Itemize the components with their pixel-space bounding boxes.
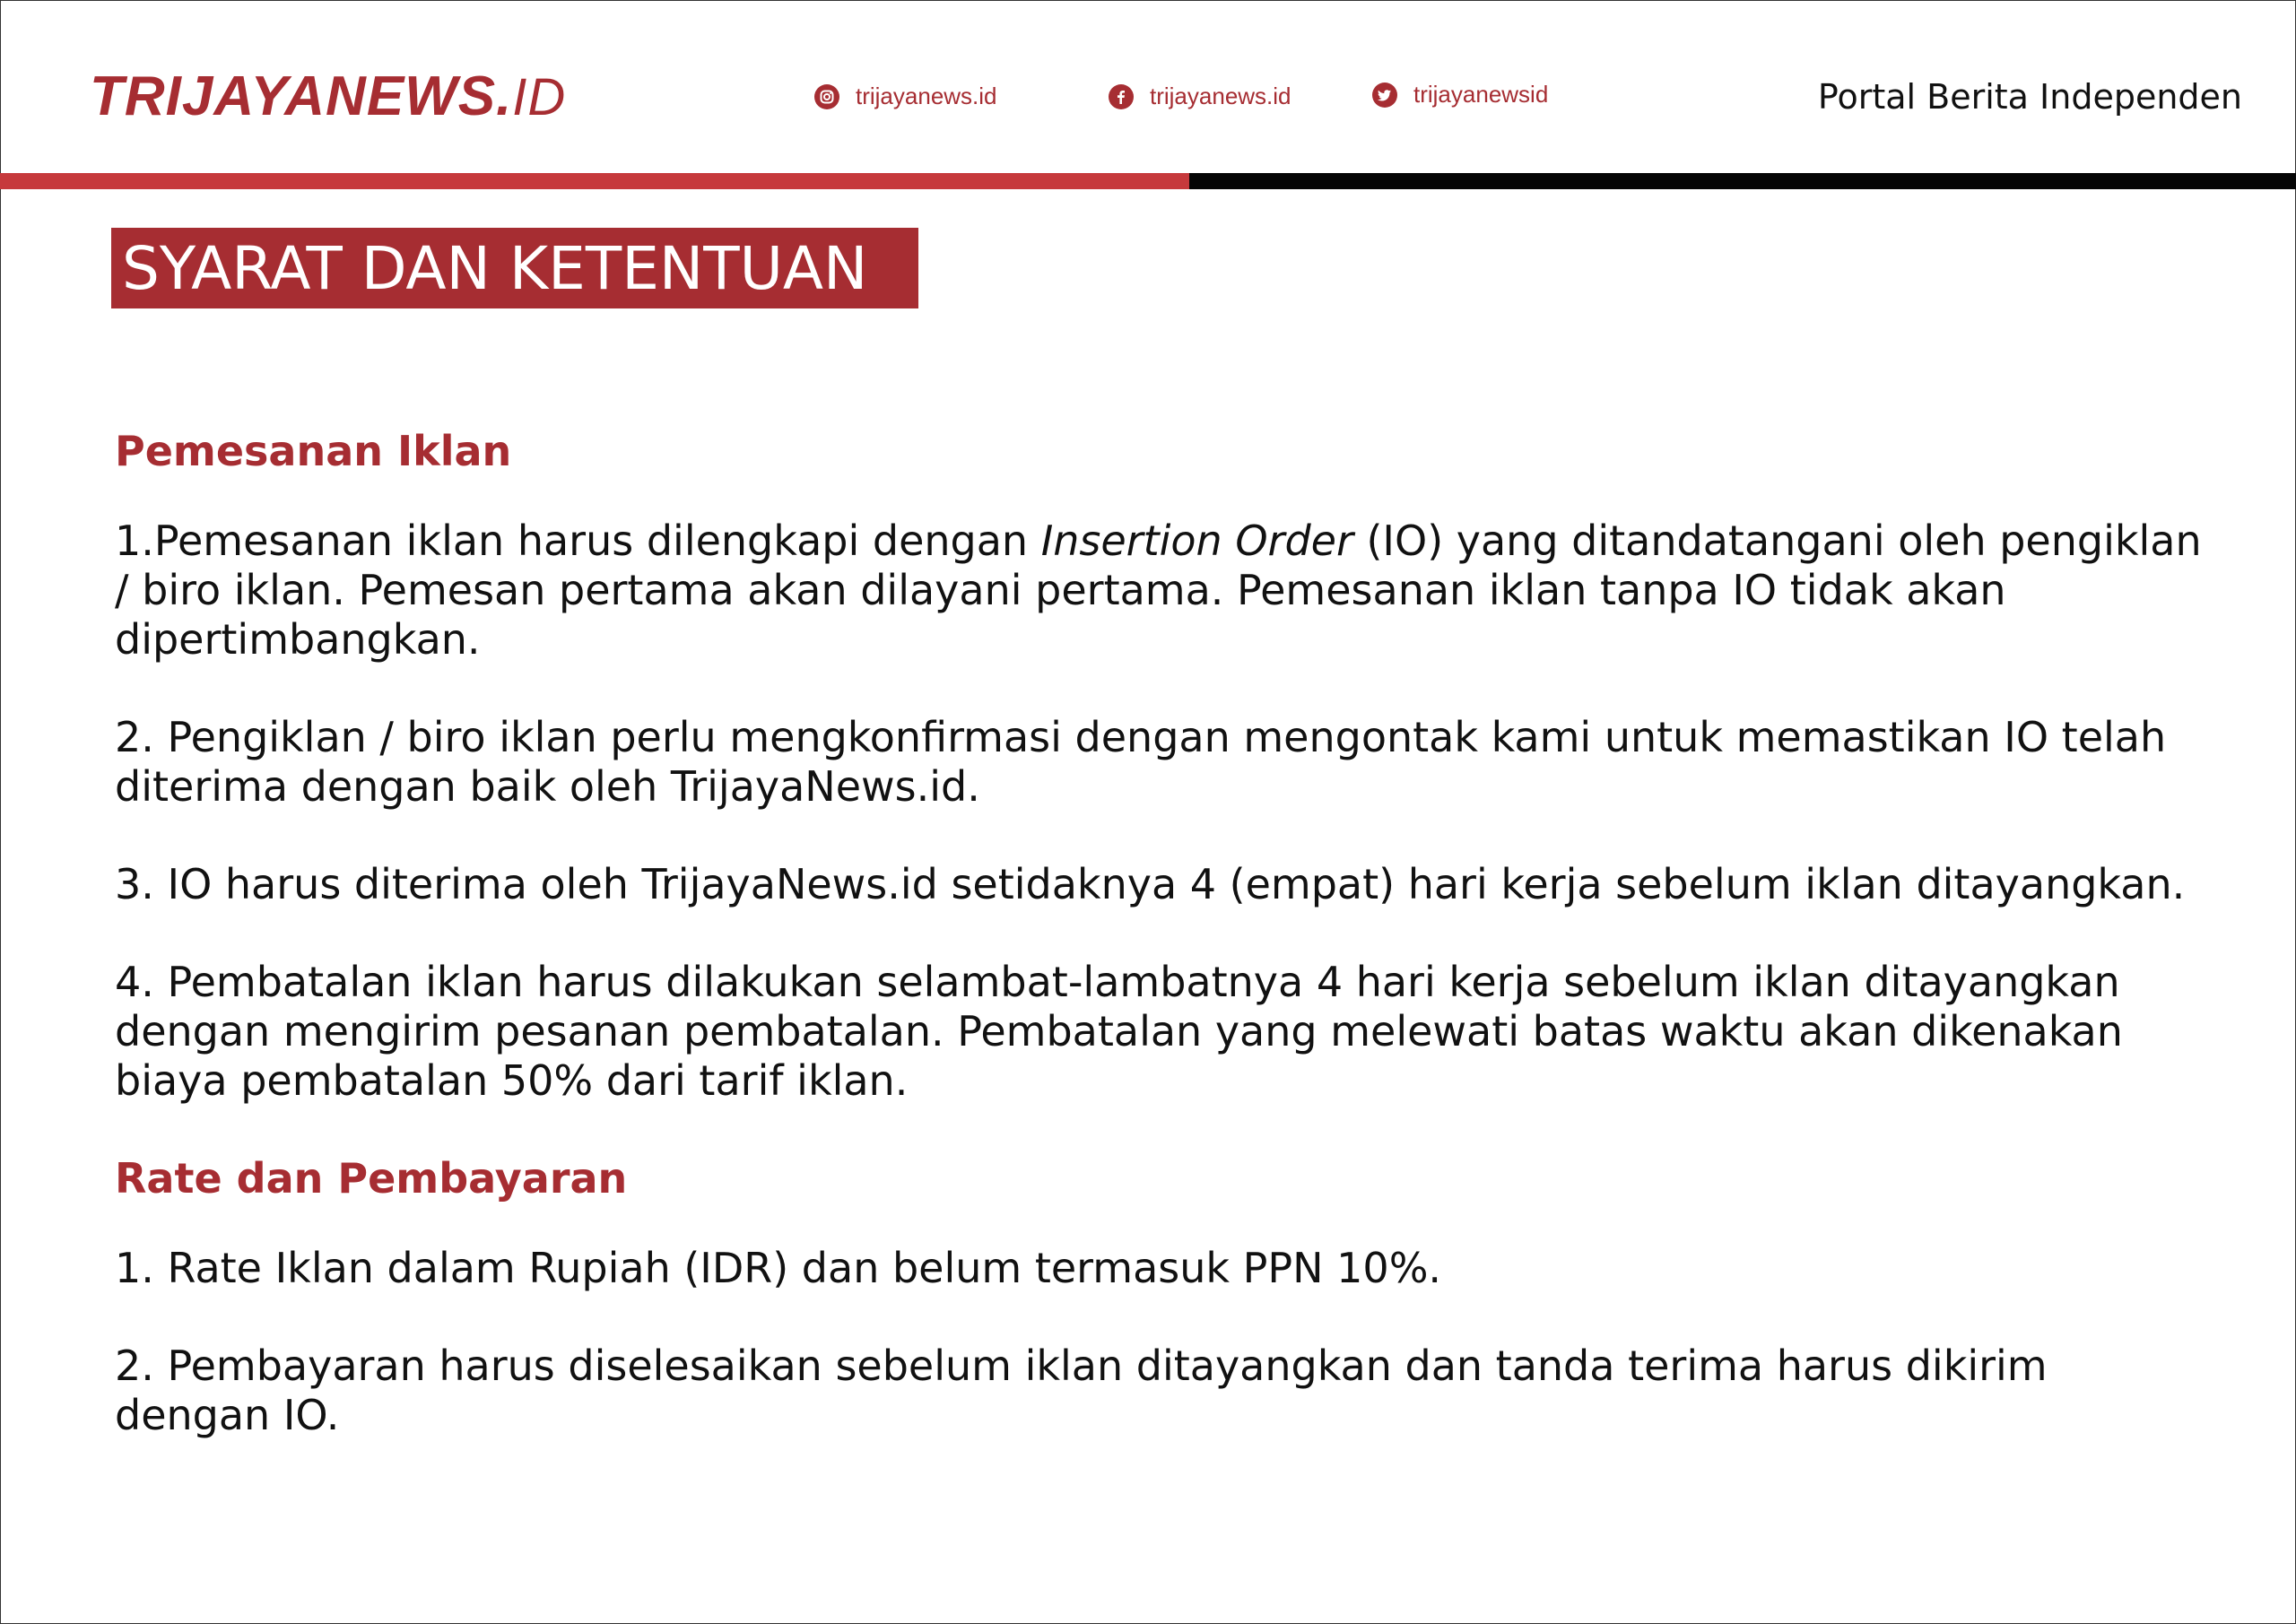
logo-text: TRIJAYANEWS. — [90, 65, 513, 127]
social-twitter[interactable] — [1372, 81, 1548, 109]
page-title-banner — [111, 228, 918, 308]
terms-content — [115, 420, 2205, 1440]
page-title: SYARAT DAN KETENTUAN — [122, 233, 868, 303]
section-heading-pemesanan-iklan: Pemesanan Iklan — [115, 427, 512, 475]
twitter-icon — [1372, 83, 1397, 108]
term-item — [115, 517, 2205, 664]
term-item: 4. Pembatalan iklan harus dilakukan selambat-lambatnya 4 hari kerja sebelum iklan ditayangkan dengan mengirim pesanan pembatalan. Pembatalan yang melewati batas waktu akan dikenakan biaya pembatalan 50% dari tarif iklan. — [115, 958, 2123, 1105]
term-item: 3. IO harus diterima oleh TrijayaNews.id setidaknya 4 (empat) hari kerja sebelum iklan ditayangkan. — [115, 860, 2186, 908]
header-divider-black — [1189, 173, 2296, 189]
header-divider-red — [0, 173, 1189, 189]
social-instagram[interactable] — [814, 83, 997, 110]
term-item: 2. Pengiklan / biro iklan perlu mengkonfirmasi dengan mengontak kami untuk memastikan IO telah diterima dengan baik oleh TrijayaNews.id. — [115, 713, 2167, 811]
instagram-handle: trijayanews.id — [856, 83, 997, 109]
logo[interactable] — [90, 65, 566, 128]
facebook-handle: trijayanews.id — [1150, 83, 1292, 109]
twitter-handle: trijayanewsid — [1413, 81, 1549, 108]
logo-suffix: ID — [512, 68, 567, 126]
term-item: 2. Pembayaran harus diselesaikan sebelum iklan ditayangkan dan tanda terima harus dikirim dengan IO. — [115, 1342, 2048, 1439]
instagram-icon — [814, 84, 839, 109]
tagline: Portal Berita Independen — [1817, 77, 2242, 117]
term-item-emphasis: Insertion Order — [1040, 517, 1353, 565]
social-facebook[interactable] — [1109, 83, 1292, 110]
section-heading-rate-pembayaran: Rate dan Pembayaran — [115, 1154, 628, 1203]
facebook-icon — [1109, 84, 1134, 109]
term-item-text: 1.Pemesanan iklan harus dilengkapi dengan — [115, 517, 1041, 565]
term-item: 1. Rate Iklan dalam Rupiah (IDR) dan belum termasuk PPN 10%. — [115, 1244, 1442, 1292]
term-item-text: (IO) yang ditandatangani oleh pengiklan / biro iklan. Pemesan pertama akan dilayani pertama. Pemesanan iklan tanpa IO tidak akan dipertimbangkan. — [115, 517, 2202, 664]
